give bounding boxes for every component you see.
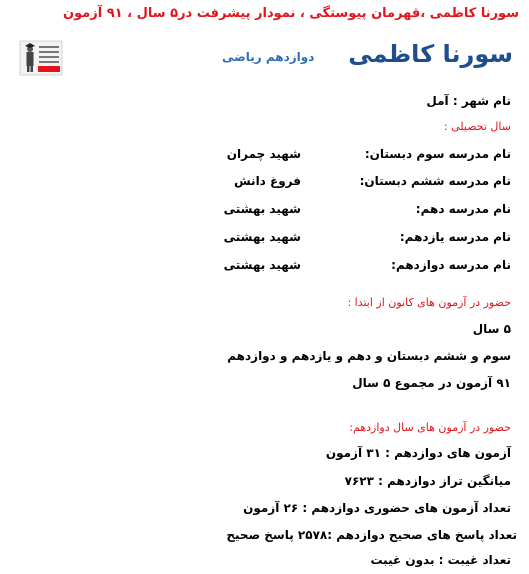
twelfth-correct-answers: تعداد پاسخ های صحیح دوازدهم :۲۵۷۸ پاسخ صحیح <box>226 528 517 542</box>
kanoon-heading: حضور در آزمون های کانون از ابتدا : <box>347 296 511 309</box>
city: نام شهر : آمل <box>426 94 511 108</box>
kanoon-total: ۹۱ آزمون در مجموع ۵ سال <box>352 376 511 390</box>
kanoon-logo <box>18 38 64 78</box>
student-name: سورنا کاظمی <box>348 40 513 68</box>
twelfth-attendance: تعداد آزمون های حضوری دوازدهم : ۲۶ آزمون <box>243 501 511 515</box>
school-value-3rd: شهید چمران <box>226 147 301 161</box>
student-grade: دوازدهم ریاضی <box>222 50 315 64</box>
school-label-10th: نام مدرسه دهم: <box>415 202 511 216</box>
twelfth-absences: تعداد غیبت : بدون غیبت <box>370 553 511 567</box>
school-value-12th: شهید بهشتی <box>223 258 301 272</box>
school-label-12th: نام مدرسه دوازدهم: <box>391 258 511 272</box>
twelfth-average: میانگین تراز دوازدهم : ۷۶۲۳ <box>344 474 511 488</box>
kanoon-grades: سوم و ششم دبستان و دهم و یازدهم و دوازدهم <box>227 349 511 363</box>
school-value-10th: شهید بهشتی <box>223 202 301 216</box>
kanoon-years: ۵ سال <box>472 322 511 336</box>
twelfth-exams: آزمون های دوازدهم : ۳۱ آزمون <box>325 446 511 460</box>
school-label-11th: نام مدرسه یازدهم: <box>399 230 511 244</box>
page-title: سورنا کاظمی ،قهرمان پیوستگی ، نمودار پیشرفت در۵ سال ، ۹۱ آزمون <box>63 6 519 21</box>
school-value-6th: فروغ دانش <box>234 174 301 188</box>
school-value-11th: شهید بهشتی <box>223 230 301 244</box>
twelfth-heading: حضور در آزمون های سال دوازدهم: <box>349 421 511 434</box>
school-years-heading: سال تحصیلی : <box>443 120 511 133</box>
school-label-6th: نام مدرسه ششم دبستان: <box>359 174 511 188</box>
school-label-3rd: نام مدرسه سوم دبستان: <box>364 147 511 161</box>
